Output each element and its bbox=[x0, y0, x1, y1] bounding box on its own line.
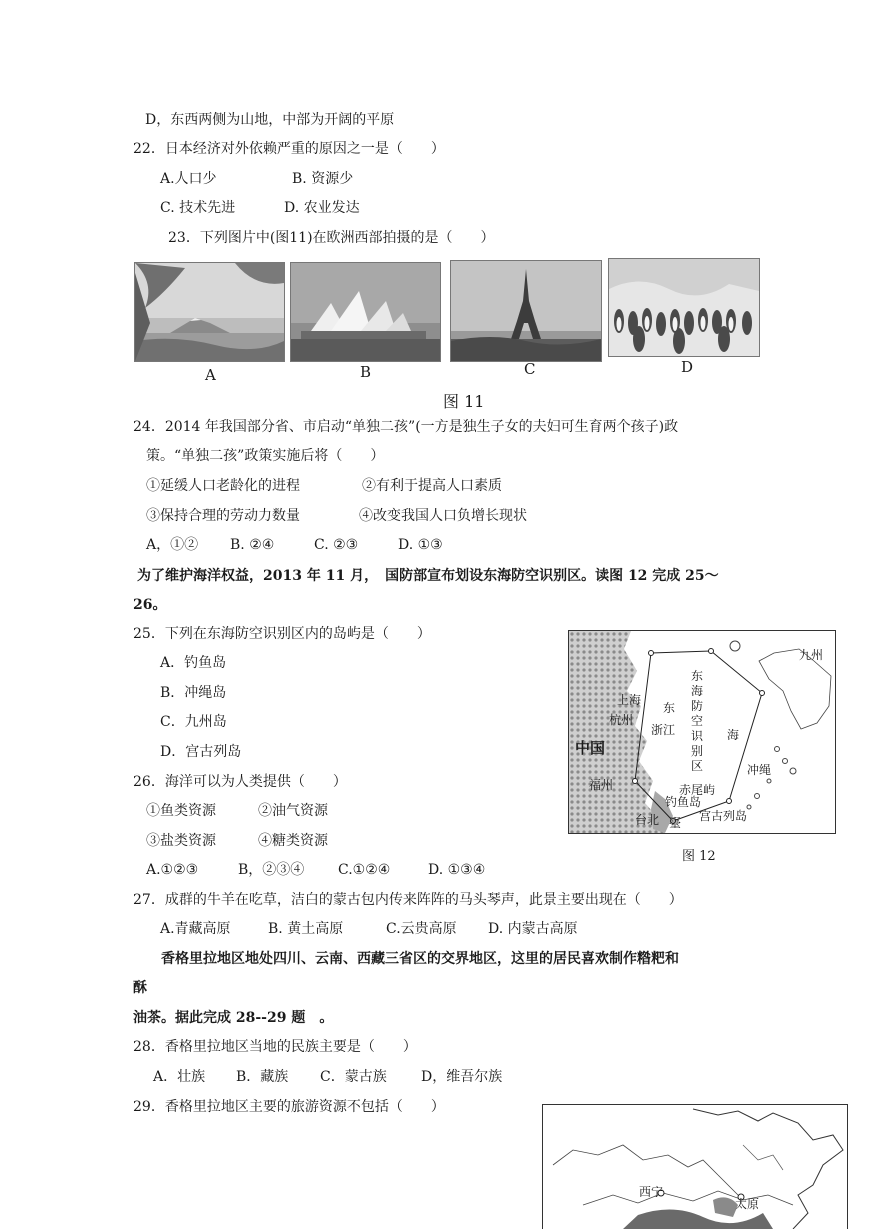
q24-item-2: ②有利于提高人口素质 bbox=[362, 478, 502, 494]
map12-label-sea: 海 bbox=[727, 728, 740, 742]
map12-zone-char: 别 bbox=[691, 744, 704, 758]
map12-zone-char: 东 bbox=[691, 669, 704, 683]
q29-stem: 29．香格里拉地区主要的旅游资源不包括（ ） bbox=[133, 1099, 445, 1115]
q27-option-d: D. 内蒙古高原 bbox=[488, 921, 578, 937]
q26-stem: 26．海洋可以为人类提供（ ） bbox=[133, 774, 347, 790]
photo-c-eiffel-tower bbox=[450, 260, 602, 362]
q22-option-c: C. 技术先进 bbox=[160, 200, 236, 216]
map12-zone-char: 区 bbox=[691, 759, 704, 773]
q22-option-d: D. 农业发达 bbox=[284, 200, 360, 216]
q24-item-3: ③保持合理的劳动力数量 bbox=[146, 508, 300, 524]
map12-zone-char: 海 bbox=[691, 684, 704, 698]
figure-12-caption: 图 12 bbox=[682, 849, 716, 864]
intro-28-29-line1: 香格里拉地区地处四川、云南、西藏三省区的交界地区，这里的居民喜欢制作糌粑和 bbox=[161, 951, 679, 967]
q22-option-a: A.人口少 bbox=[160, 171, 217, 187]
figure-11-caption: 图 11 bbox=[443, 392, 485, 411]
q24-option-d: D. ①③ bbox=[398, 537, 443, 553]
q27-option-a: A.青藏高原 bbox=[160, 921, 231, 937]
q22-stem: 22．日本经济对外依赖严重的原因之一是（ ） bbox=[133, 141, 445, 157]
photo-label-c: C bbox=[524, 360, 536, 378]
q28-option-c: C．蒙古族 bbox=[320, 1069, 387, 1085]
map12-label-jiuzhou: 九州 bbox=[799, 648, 824, 662]
map12-zone-char: 防 bbox=[691, 699, 704, 713]
q26-item-4: ④糖类资源 bbox=[258, 833, 328, 849]
q26-option-d: D. ①③④ bbox=[428, 862, 486, 878]
q25-option-d: D．宫古列岛 bbox=[160, 744, 242, 760]
q26-item-2: ②油气资源 bbox=[258, 803, 328, 819]
q27-option-c: C.云贵高原 bbox=[386, 921, 457, 937]
intro-25-26-line2: 26。 bbox=[133, 597, 167, 613]
q25-option-b: B．冲绳岛 bbox=[160, 685, 227, 701]
q26-item-3: ③盐类资源 bbox=[146, 833, 216, 849]
map12-zone-name bbox=[691, 669, 705, 774]
q24-option-c: C. ②③ bbox=[314, 537, 359, 553]
intro-28-29-line3: 油茶。据此完成 28--29 题 。 bbox=[133, 1010, 334, 1026]
china-map-partial bbox=[542, 1104, 848, 1229]
q25-option-a: A．钓鱼岛 bbox=[160, 655, 227, 671]
q24-item-4: ④改变我国人口负增长现状 bbox=[359, 508, 527, 524]
q24-stem-line2: 策。“单独二孩”政策实施后将（ ） bbox=[146, 448, 385, 464]
photo-label-d: D bbox=[681, 358, 694, 376]
map12-label-dong: 东 bbox=[663, 701, 676, 715]
q27-stem: 27．成群的牛羊在吃草，洁白的蒙古包内传来阵阵的马头琴声，此景主要出现在（ ） bbox=[133, 892, 683, 908]
map12-label-zhejiang: 浙江 bbox=[651, 723, 676, 737]
q27-option-b: B. 黄土高原 bbox=[268, 921, 344, 937]
map12-zone-char: 空 bbox=[691, 714, 704, 728]
q26-item-1: ①鱼类资源 bbox=[146, 803, 216, 819]
map12-label-chongsheng: 冲绳 bbox=[747, 763, 772, 777]
map12-label-shanghai: 上海 bbox=[617, 693, 642, 707]
map12-label-hangzhou: 杭州 bbox=[609, 713, 634, 727]
q28-stem: 28．香格里拉地区当地的民族主要是（ ） bbox=[133, 1039, 417, 1055]
map12-label-fuzhou: 福州 bbox=[589, 778, 614, 792]
map12-label-china: 中国 bbox=[575, 739, 606, 757]
q24-option-a: A，①② bbox=[146, 537, 199, 553]
photo-label-a: A bbox=[205, 366, 216, 384]
map-label-taiyuan: 太原 bbox=[735, 1197, 760, 1211]
photo-d-penguins bbox=[608, 258, 760, 357]
q21-option-d: D，东西两侧为山地，中部为开阔的平原 bbox=[145, 112, 395, 128]
intro-25-26-line1: 为了维护海洋权益，2013 年 11 月， 国防部宣布划设东海防空识别区。读图 12 完成 25～ bbox=[137, 568, 719, 584]
q23-stem: 23．下列图片中(图11)在欧洲西部拍摄的是（ ） bbox=[168, 230, 495, 246]
map12-label-taibei: 台北 bbox=[635, 813, 660, 827]
intro-28-29-line2: 酥 bbox=[133, 980, 147, 996]
q26-option-b: B，②③④ bbox=[238, 862, 305, 878]
q25-option-c: C．九州岛 bbox=[160, 714, 227, 730]
east-china-sea-adiz-map bbox=[568, 630, 836, 834]
q28-option-d: D，维吾尔族 bbox=[421, 1069, 503, 1085]
q28-option-b: B．藏族 bbox=[236, 1069, 289, 1085]
q26-option-c: C.①②④ bbox=[338, 862, 391, 878]
map12-label-diaoyudao: 钓鱼岛 bbox=[665, 795, 702, 809]
q26-option-a: A.①②③ bbox=[146, 862, 199, 878]
q24-option-b: B. ②④ bbox=[230, 537, 275, 553]
map-label-xining: 西宁 bbox=[639, 1185, 664, 1199]
map12-label-gonggu: 宫古列岛 bbox=[699, 809, 748, 823]
map12-label-bottom: 臺 bbox=[669, 816, 682, 830]
photo-b-opera-house bbox=[290, 262, 441, 362]
map12-zone-char: 识 bbox=[691, 729, 704, 743]
map12-label-chiweiyu: 赤尾屿 bbox=[679, 783, 716, 797]
q25-stem: 25．下列在东海防空识别区内的岛屿是（ ） bbox=[133, 626, 431, 642]
q22-option-b: B. 资源少 bbox=[292, 171, 354, 187]
q24-item-1: ①延缓人口老龄化的进程 bbox=[146, 478, 300, 494]
photo-a-mountain bbox=[134, 262, 285, 362]
q24-stem-line1: 24．2014 年我国部分省、市启动“单独二孩”(一方是独生子女的夫妇可生育两个孩子)政 bbox=[133, 419, 679, 435]
q28-option-a: A．壮族 bbox=[153, 1069, 206, 1085]
photo-label-b: B bbox=[360, 363, 372, 381]
